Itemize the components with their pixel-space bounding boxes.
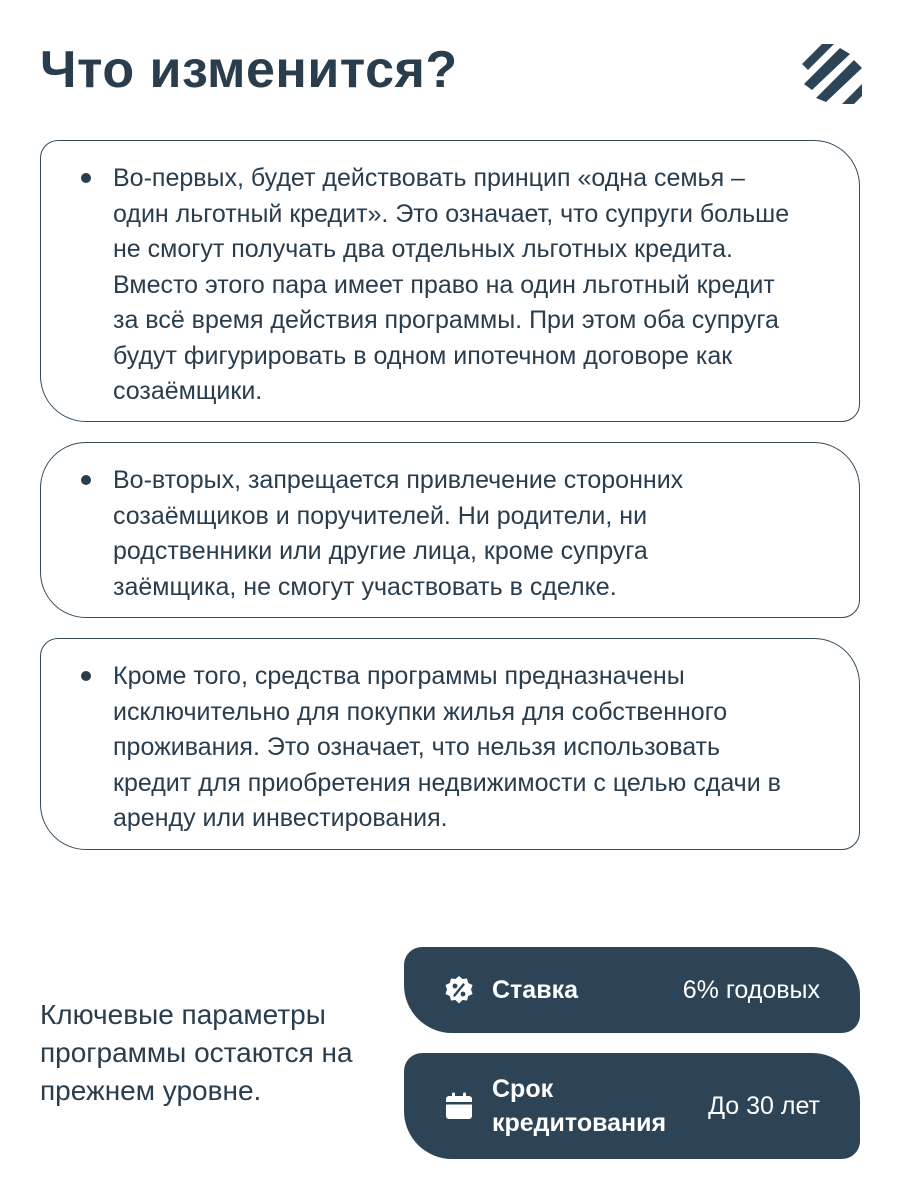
- bullet-dot: [81, 173, 91, 183]
- bullet-dot: [81, 671, 91, 681]
- rate-value: 6% годовых: [682, 975, 820, 1004]
- percent-badge-icon: [444, 975, 474, 1005]
- card-text: Кроме того, средства программы предназначены исключительно для покупки жилья для собственного проживания. Это означает, что нельзя использовать кредит для приобретения недвижимости с целью сдачи в аренду или инвестирования.: [113, 662, 781, 832]
- card-text: Во-вторых, запрещается привлечение сторонних созаёмщиков и поручителей. Ни родители, ни родственники или другие лица, кроме супруга заёмщика, не смогут участвовать в сделке.: [113, 466, 684, 601]
- term-pill: [404, 1053, 860, 1159]
- term-label: Срок кредитования: [492, 1075, 667, 1137]
- rate-label: Ставка: [492, 976, 578, 1004]
- info-card-3: [40, 638, 860, 850]
- rate-pill: [404, 947, 860, 1033]
- term-value: До 30 лет: [708, 1091, 820, 1120]
- diagonal-stripes-logo-icon: [800, 44, 862, 104]
- info-card-1: [40, 140, 860, 422]
- card-text: Во-первых, будет действовать принцип «одна семья – один льготный кредит». Это означает, что супруги больше не смогут получать два отдельных льготных кредита. Вместо этого пара имеет право на один льготный кредит за всё время действия программы. При этом оба супруга будут фигурировать в одном ипотечном договоре как созаёмщики.: [113, 164, 790, 405]
- info-card-2: [40, 442, 860, 618]
- bullet-dot: [81, 475, 91, 485]
- params-caption: Ключевые параметры программы остаются на прежнем уровне.: [40, 999, 353, 1106]
- calendar-icon: [444, 1091, 474, 1121]
- page-title: Что изменится?: [40, 41, 458, 99]
